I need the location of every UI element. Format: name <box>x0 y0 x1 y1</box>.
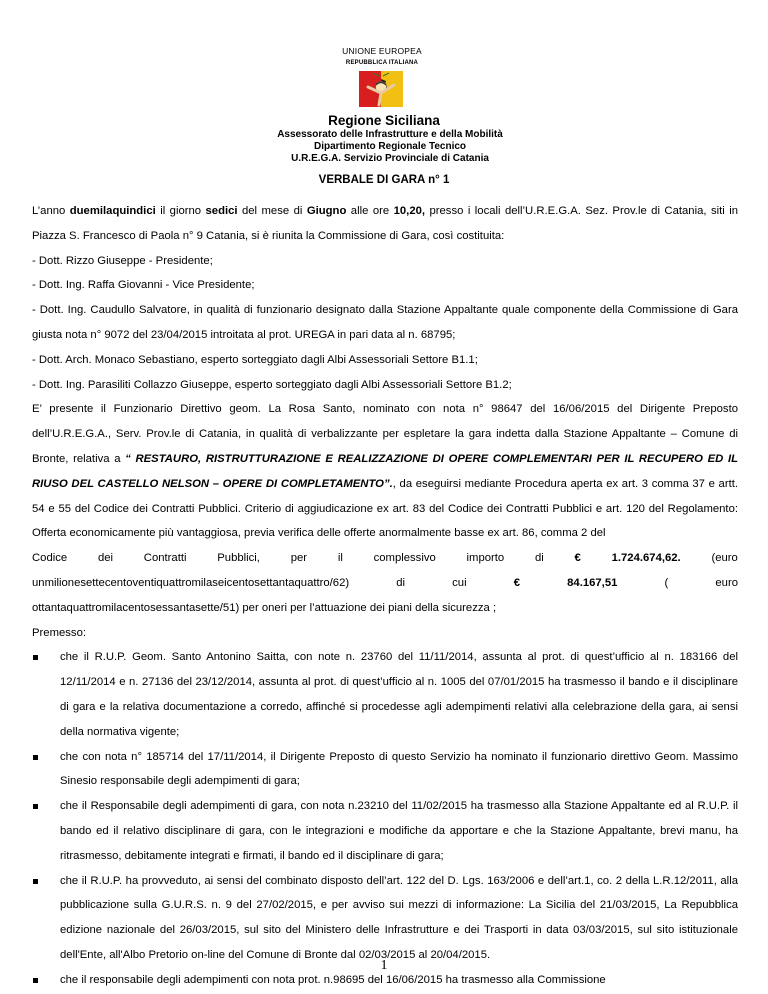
assessorato-block <box>6 129 768 165</box>
intro-text: presso i locali dell’U.R.E.G.A. Sez. Prov.le di Catania, siti in Piazza S. Francesco di Paola n° 9 Catania, si è riunita la Commissione di Gara, così costituita: <box>32 205 738 242</box>
dipartimento-line: Dipartimento Regionale Tecnico <box>313 141 467 152</box>
list-item: che il Responsabile degli adempimenti di gara, con nota n.23210 del 11/02/2015 ha trasmesso alla Stazione Appaltante ed al R.U.P. il bando ed il relativo disciplinare di gara, con le integrazioni e modifiche da apportare e che la Stazione Appaltante, brevi manu, ha ritrasmesso, debitamente integrati e firmati, il bando ed il disciplinare di gara; <box>32 794 738 868</box>
header-repubblica: REPUBBLICA ITALIANA <box>345 60 419 66</box>
region-title: Regione Siciliana <box>328 113 440 128</box>
importo-row-2 <box>32 571 738 596</box>
importo-word: euro <box>715 576 738 589</box>
importo-amount: 1.724.674,62. <box>611 552 681 565</box>
importo-word: complessivo <box>373 552 436 565</box>
member-line: - Dott. Rizzo Giuseppe - Presidente; <box>32 254 213 267</box>
list-item: che il R.U.P. Geom. Santo Antonino Saitta, con note n. 23760 del 11/11/2014, assunta al prot. di quest’ufficio al n. 183166 del 12/11/2014 e n. 27136 del 23/12/2014, assunta al prot. di quest’ufficio al n. 1005 del 07/01/2015 ha trasmesso il bando e il disciplinare di gara e la relativa documentazione a corredo, affinché si procedesse agli adempimenti relativi alla celebrazione della gara, ai sensi della normativa vigente; <box>32 645 738 744</box>
member-line: - Dott. Ing. Caudullo Salvatore, in qualità di funzionario designato dalla Stazione Appaltante quale componente della Commissione di Gara giusta nota n° 9072 del 23/04/2015 introitata al prot. UREGA in pari data al n. 68795; <box>32 304 738 341</box>
importo-word: cui <box>452 576 467 589</box>
oneri-amount: 84.167,51 <box>567 576 618 589</box>
header-ue: UNIONE EUROPEA <box>342 46 422 56</box>
importo-row-3: ottantaquattromilacentosessantasette/51) per oneri per l’attuazione dei piani della sicurezza ; <box>32 601 497 614</box>
intro-text: alle ore <box>346 205 394 217</box>
presente-text: , da eseguirsi mediante Procedura aperta ex art. 3 comma 37 e artt. 54 e 55 del Codice dei Contratti Pubblici. Criterio di aggiudicazione ex art. 83 del Codice dei Contratti Pubblici e art. 120 del Regolamento: Offerta economicamente più vantaggiosa, previa verifica delle offerte anormalmente basse ex art. 86, comma 2 del <box>32 477 739 540</box>
urega-line: U.R.E.G.A. Servizio Provinciale di Catania <box>291 153 489 164</box>
importo-word: dei <box>97 552 114 565</box>
member-line: - Dott. Ing. Parasiliti Collazzo Giuseppe, esperto sorteggiato dagli Albi Assessoriali Settore B1.2; <box>32 378 512 391</box>
importo-word: di <box>396 576 406 589</box>
premesso-label: Premesso: <box>32 626 86 639</box>
list-item: che il responsabile degli adempimenti con nota prot. n.98695 del 16/06/2015 ha trasmesso alla Commissione <box>32 968 738 993</box>
importo-word: (euro <box>711 552 738 565</box>
importo-word: per <box>290 552 308 565</box>
document-body <box>32 199 738 993</box>
importo-word: ( <box>664 576 669 589</box>
list-item: che il R.U.P. ha provveduto, ai sensi del combinato disposto dell’art. 122 del D. Lgs. 163/2006 e dell’art.1, co. 2 della L.R.12/2011, alla pubblicazione sulla G.U.R.S. n. 9 del 27/02/2015, e per avviso sui mezzi di informazione: La Sicilia del 21/03/2015, La Repubblica edizione nazionale del 26/03/2015, sul sito del Ministero delle Infrastrutture e dei Trasporti in data 03/03/2015, sul sito istituzionale dell'Ente, all'Albo Pretorio on-line del Comune di Bronte dal 02/03/2015 al 20/04/2015. <box>32 869 738 968</box>
importo-row-1 <box>32 546 738 571</box>
trinacria-emblem-icon <box>359 71 403 107</box>
page-number: 1 <box>380 958 388 973</box>
presente-paragraph <box>32 397 738 546</box>
intro-hour: 10,20, <box>393 205 426 217</box>
member-line: - Dott. Arch. Monaco Sebastiano, esperto sorteggiato dagli Albi Assessoriali Settore B1.1; <box>32 353 478 366</box>
intro-paragraph <box>32 199 738 249</box>
intro-month: Giugno <box>306 205 347 217</box>
euro-sign: € <box>574 552 581 565</box>
list-item: che con nota n° 185714 del 17/11/2014, il Dirigente Preposto di questo Servizio ha nominato il funzionario direttivo Geom. Massimo Sinesio responsabile degli adempimenti di gara; <box>32 745 738 795</box>
importo-word: il <box>337 552 343 565</box>
project-title: “ RESTAURO, RISTRUTTURAZIONE E REALIZZAZIONE DI OPERE COMPLEMENTARI PER IL RECUPERO ED IL RIUSO DEL CASTELLO NELSON – OPERE DI COMPLETAMENTO”. <box>32 452 738 490</box>
intro-text: il giorno <box>155 205 206 217</box>
document-title: VERBALE DI GARA n° 1 <box>318 174 450 186</box>
importo-words: unmilionesettecentoventiquattromilaseicentosettantaquattro/62) <box>32 576 350 589</box>
intro-text: L’anno <box>32 205 70 217</box>
importo-word: Codice <box>32 552 68 565</box>
member-line: - Dott. Ing. Raffa Giovanni - Vice Presidente; <box>32 279 255 292</box>
importo-word: Pubblici, <box>217 552 260 565</box>
premesso-list <box>32 645 738 992</box>
intro-text: del mese di <box>237 205 307 217</box>
importo-word: di <box>534 552 544 565</box>
presente-text: E’ presente il Funzionario Direttivo geom. La Rosa Santo, nominato con nota n° 98647 del 16/06/2015 del Dirigente Preposto dell’U.R.E.G.A., Serv. Prov.le di Catania, in qualità di verbalizzante per espletare la gara indetta dalla Stazione Appaltante – Comune di Bronte, relativa a <box>32 403 738 465</box>
importo-word: importo <box>466 552 505 565</box>
intro-year: duemilaquindici <box>69 205 156 217</box>
intro-day: sedici <box>205 205 238 217</box>
assessorato-line: Assessorato delle Infrastrutture e della Mobilità <box>277 129 503 140</box>
importo-word: Contratti <box>143 552 187 565</box>
euro-sign: € <box>513 576 521 589</box>
